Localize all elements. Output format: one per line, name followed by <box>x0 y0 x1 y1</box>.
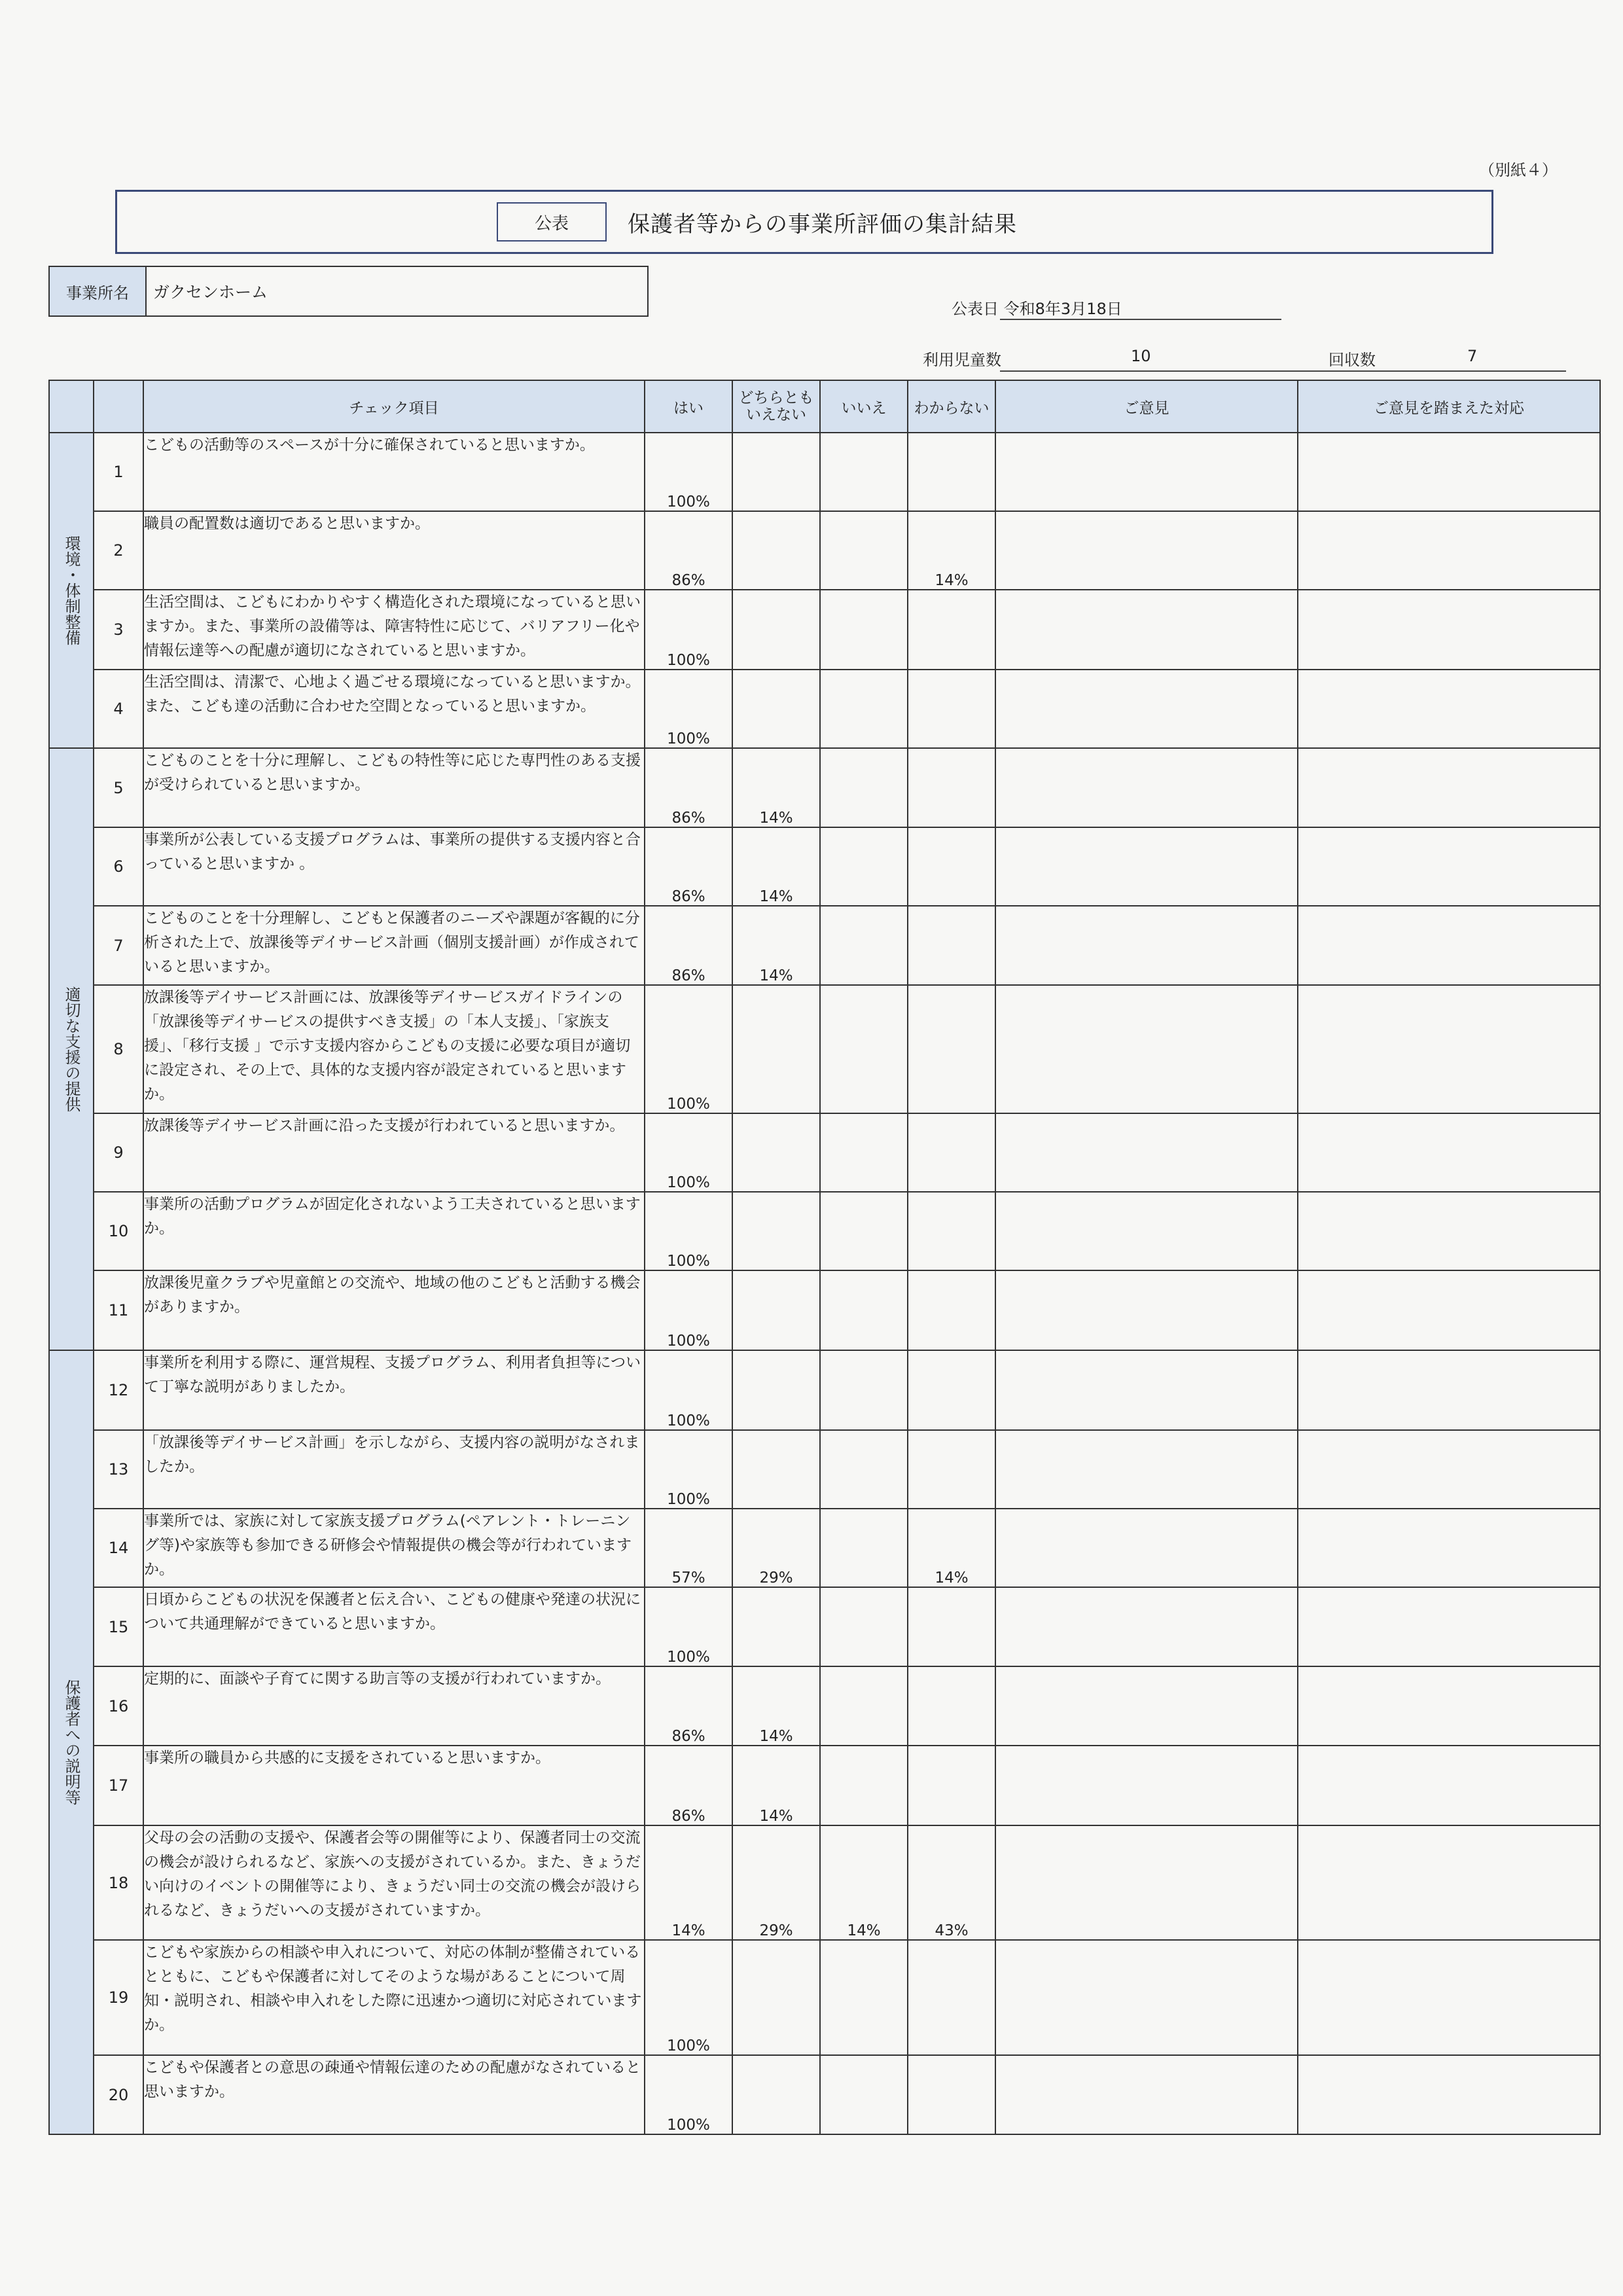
answer-no <box>820 1746 908 1825</box>
question-text: こどもや家族からの相談や申入れについて、対応の体制が整備されているとともに、こどもや保護者に対してそのような場があることについて周知・説明され、相談や申入れをした際に迅速かつ適切に対応されていますか。 <box>143 1940 645 2055</box>
header-opinion: ご意見 <box>995 380 1298 433</box>
table-row <box>49 590 1600 670</box>
office-name: ガクセンホーム <box>153 283 268 302</box>
opinion-cell <box>995 1270 1298 1350</box>
header-neutral-line2: いえない <box>746 406 806 423</box>
response-cell <box>1298 748 1600 827</box>
users-count-label: 利用児童数 <box>923 351 1001 369</box>
question-text: こどものことを十分理解し、こどもと保護者のニーズや課題が客観的に分析された上で、放課後等デイサービス計画（個別支援計画）が作成されていると思いますか。 <box>143 906 645 985</box>
title-box <box>115 190 1493 254</box>
opinion-cell <box>995 748 1298 827</box>
answer-neutral <box>732 511 820 590</box>
question-text: 放課後児童クラブや児童館との交流や、地域の他のこどもと活動する機会がありますか。 <box>143 1270 645 1350</box>
answer-yes: 86% <box>645 1666 732 1746</box>
question-text: 日頃からこどもの状況を保護者と伝え合い、こどもの健康や発達の状況について共通理解ができていると思いますか。 <box>143 1587 645 1666</box>
table-row <box>49 670 1600 748</box>
returned-count-value: 7 <box>1467 347 1478 365</box>
answer-neutral: 29% <box>732 1825 820 1940</box>
table-row <box>49 2055 1600 2134</box>
row-number: 13 <box>94 1430 143 1509</box>
opinion-cell <box>995 985 1298 1113</box>
answer-unknown <box>908 1192 995 1270</box>
answer-neutral <box>732 1350 820 1430</box>
answer-unknown <box>908 906 995 985</box>
row-number: 11 <box>94 1270 143 1350</box>
publish-badge: 公表 <box>497 202 607 242</box>
publish-date-label: 公表日 <box>952 300 999 318</box>
answer-unknown <box>908 590 995 670</box>
answer-no <box>820 748 908 827</box>
publish-date <box>952 296 1122 319</box>
row-number: 6 <box>94 827 143 906</box>
response-cell <box>1298 433 1600 511</box>
header-neutral-line1: どちらとも <box>738 389 814 406</box>
answer-no <box>820 511 908 590</box>
answer-yes: 100% <box>645 1270 732 1350</box>
table-row <box>49 1192 1600 1270</box>
answer-yes: 100% <box>645 433 732 511</box>
returned-count-label: 回収数 <box>1329 351 1376 369</box>
answer-no <box>820 1430 908 1509</box>
table-row <box>49 1666 1600 1746</box>
answer-unknown <box>908 1666 995 1746</box>
question-text: 事業所を利用する際に、運営規程、支援プログラム、利用者負担等について丁寧な説明がありましたか。 <box>143 1350 645 1430</box>
table-row <box>49 1746 1600 1825</box>
response-cell <box>1298 1509 1600 1587</box>
response-cell <box>1298 511 1600 590</box>
answer-unknown <box>908 1113 995 1192</box>
header-item: チェック項目 <box>143 380 645 433</box>
table-row <box>49 511 1600 590</box>
answer-unknown <box>908 1587 995 1666</box>
response-cell <box>1298 1746 1600 1825</box>
answer-unknown <box>908 670 995 748</box>
answer-no <box>820 827 908 906</box>
users-count-value: 10 <box>1131 347 1151 365</box>
response-cell <box>1298 1666 1600 1746</box>
answer-unknown <box>908 985 995 1113</box>
header-yes: はい <box>645 380 732 433</box>
answer-yes: 100% <box>645 2055 732 2134</box>
table-row <box>49 1270 1600 1350</box>
row-number: 20 <box>94 2055 143 2134</box>
answer-no <box>820 1509 908 1587</box>
row-number: 2 <box>94 511 143 590</box>
row-number: 7 <box>94 906 143 985</box>
question-text: 放課後等デイサービス計画に沿った支援が行われていると思いますか。 <box>143 1113 645 1192</box>
table-row <box>49 985 1600 1113</box>
office-label: 事業所名 <box>50 267 147 315</box>
answer-neutral <box>732 1270 820 1350</box>
response-cell <box>1298 1270 1600 1350</box>
response-cell <box>1298 1940 1600 2055</box>
table-row <box>49 906 1600 985</box>
response-cell <box>1298 1587 1600 1666</box>
answer-no <box>820 1192 908 1270</box>
answer-neutral <box>732 1430 820 1509</box>
answer-yes: 86% <box>645 906 732 985</box>
answer-no <box>820 906 908 985</box>
opinion-cell <box>995 1587 1298 1666</box>
row-number: 17 <box>94 1746 143 1825</box>
question-text: こどもや保護者との意思の疎通や情報伝達のための配慮がなされていると思いますか。 <box>143 2055 645 2134</box>
answer-yes: 14% <box>645 1825 732 1940</box>
opinion-cell <box>995 1666 1298 1746</box>
row-number: 1 <box>94 433 143 511</box>
row-number: 19 <box>94 1940 143 2055</box>
response-cell <box>1298 827 1600 906</box>
answer-yes: 86% <box>645 827 732 906</box>
row-number: 3 <box>94 590 143 670</box>
header-no: いいえ <box>820 380 908 433</box>
answer-yes: 100% <box>645 670 732 748</box>
answer-yes: 100% <box>645 985 732 1113</box>
question-text: 「放課後等デイサービス計画」を示しながら、支援内容の説明がなされましたか。 <box>143 1430 645 1509</box>
answer-unknown <box>908 1746 995 1825</box>
answer-no <box>820 433 908 511</box>
answer-no <box>820 2055 908 2134</box>
question-text: 事業所が公表している支援プログラムは、事業所の提供する支援内容と合っていると思いますか 。 <box>143 827 645 906</box>
response-cell <box>1298 2055 1600 2134</box>
answer-no <box>820 1270 908 1350</box>
table-row <box>49 1430 1600 1509</box>
opinion-cell <box>995 433 1298 511</box>
survey-table <box>48 380 1601 2135</box>
answer-neutral <box>732 2055 820 2134</box>
answer-unknown <box>908 827 995 906</box>
answer-unknown <box>908 433 995 511</box>
answer-no <box>820 1113 908 1192</box>
question-text: 父母の会の活動の支援や、保護者会等の開催等により、保護者同士の交流の機会が設けられるなど、家族への支援がされているか。また、きょうだい向けのイベントの開催等により、きょうだい同士の交流の機会が設けられるなど、きょうだいへの支援がされていますか。 <box>143 1825 645 1940</box>
response-cell <box>1298 1430 1600 1509</box>
answer-unknown <box>908 1270 995 1350</box>
opinion-cell <box>995 827 1298 906</box>
answer-neutral: 14% <box>732 1666 820 1746</box>
question-text: 事業所では、家族に対して家族支援プログラム(ペアレント・トレーニング等)や家族等も参加できる研修会や情報提供の機会等が行われていますか。 <box>143 1509 645 1587</box>
response-cell <box>1298 985 1600 1113</box>
answer-unknown <box>908 2055 995 2134</box>
answer-neutral <box>732 1587 820 1666</box>
question-text: 職員の配置数は適切であると思いますか。 <box>143 511 645 590</box>
response-cell <box>1298 1192 1600 1270</box>
response-cell <box>1298 590 1600 670</box>
answer-no <box>820 1666 908 1746</box>
header-number <box>94 380 143 433</box>
question-text: 事業所の職員から共感的に支援をされていると思いますか。 <box>143 1746 645 1825</box>
row-number: 8 <box>94 985 143 1113</box>
question-text: 生活空間は、清潔で、心地よく過ごせる環境になっていると思いますか。また、こども達の活動に合わせた空間となっていると思いますか。 <box>143 670 645 748</box>
response-cell <box>1298 1350 1600 1430</box>
answer-yes: 100% <box>645 1940 732 2055</box>
table-row <box>49 1825 1600 1940</box>
table-row <box>49 433 1600 511</box>
answer-yes: 100% <box>645 1192 732 1270</box>
row-number: 12 <box>94 1350 143 1430</box>
opinion-cell <box>995 1350 1298 1430</box>
opinion-cell <box>995 1430 1298 1509</box>
row-number: 5 <box>94 748 143 827</box>
answer-no <box>820 1587 908 1666</box>
page-title: 保護者等からの事業所評価の集計結果 <box>628 211 1017 238</box>
row-number: 10 <box>94 1192 143 1270</box>
answer-no: 14% <box>820 1825 908 1940</box>
table-row <box>49 1509 1600 1587</box>
answer-no <box>820 590 908 670</box>
table-row <box>49 1113 1600 1192</box>
answer-no <box>820 985 908 1113</box>
row-number: 9 <box>94 1113 143 1192</box>
table-row <box>49 748 1600 827</box>
answer-neutral: 14% <box>732 1746 820 1825</box>
response-cell <box>1298 670 1600 748</box>
header-unknown: わからない <box>908 380 995 433</box>
answer-unknown: 14% <box>908 511 995 590</box>
opinion-cell <box>995 1940 1298 2055</box>
answer-neutral: 14% <box>732 827 820 906</box>
answer-neutral: 29% <box>732 1509 820 1587</box>
opinion-cell <box>995 1825 1298 1940</box>
answer-unknown <box>908 1430 995 1509</box>
question-text: こどものことを十分に理解し、こどもの特性等に応じた専門性のある支援が受けられていると思いますか。 <box>143 748 645 827</box>
table-row <box>49 1587 1600 1666</box>
table-row <box>49 1350 1600 1430</box>
answer-no <box>820 1940 908 2055</box>
table-header-row <box>49 380 1600 433</box>
answer-yes: 100% <box>645 1587 732 1666</box>
answer-yes: 100% <box>645 1430 732 1509</box>
publish-date-underline <box>1000 319 1281 320</box>
opinion-cell <box>995 1113 1298 1192</box>
answer-no <box>820 670 908 748</box>
opinion-cell <box>995 1509 1298 1587</box>
row-number: 14 <box>94 1509 143 1587</box>
answer-neutral <box>732 1192 820 1270</box>
response-cell <box>1298 1825 1600 1940</box>
answer-neutral <box>732 985 820 1113</box>
response-cell <box>1298 906 1600 985</box>
answer-neutral <box>732 670 820 748</box>
response-cell <box>1298 1113 1600 1192</box>
question-text: こどもの活動等のスペースが十分に確保されていると思いますか。 <box>143 433 645 511</box>
answer-no <box>820 1350 908 1430</box>
row-number: 16 <box>94 1666 143 1746</box>
answer-unknown <box>908 1350 995 1430</box>
answer-yes: 57% <box>645 1509 732 1587</box>
category-cell: 適切な支援の提供 <box>49 748 94 1350</box>
answer-unknown: 14% <box>908 1509 995 1587</box>
answer-neutral: 14% <box>732 906 820 985</box>
counts-underline <box>1000 370 1566 372</box>
answer-yes: 100% <box>645 590 732 670</box>
question-text: 放課後等デイサービス計画には、放課後等デイサービスガイドラインの「放課後等デイサービスの提供すべき支援」の「本人支援」、「家族支援」、「移行支援 」で示す支援内容からこどもの支援に必要な項目が適切に設定され、その上で、具体的な支援内容が設定されていると思いますか。 <box>143 985 645 1113</box>
answer-neutral <box>732 1940 820 2055</box>
table-row <box>49 1940 1600 2055</box>
opinion-cell <box>995 1746 1298 1825</box>
answer-neutral <box>732 590 820 670</box>
opinion-cell <box>995 2055 1298 2134</box>
answer-neutral: 14% <box>732 748 820 827</box>
category-cell: 環境・体制整備 <box>49 433 94 748</box>
publish-date-value: 令和8年3月18日 <box>1003 300 1122 318</box>
row-number: 15 <box>94 1587 143 1666</box>
opinion-cell <box>995 1192 1298 1270</box>
answer-yes: 86% <box>645 1746 732 1825</box>
answer-unknown <box>908 748 995 827</box>
answer-yes: 86% <box>645 511 732 590</box>
opinion-cell <box>995 590 1298 670</box>
header-category <box>49 380 94 433</box>
opinion-cell <box>995 906 1298 985</box>
answer-unknown <box>908 1940 995 2055</box>
answer-neutral <box>732 433 820 511</box>
answer-yes: 86% <box>645 748 732 827</box>
header-neutral <box>732 380 820 433</box>
annex-label: （別紙４） <box>1479 161 1558 179</box>
office-box <box>48 266 649 317</box>
answer-yes: 100% <box>645 1350 732 1430</box>
row-number: 18 <box>94 1825 143 1940</box>
answer-neutral <box>732 1113 820 1192</box>
row-number: 4 <box>94 670 143 748</box>
header-response: ご意見を踏まえた対応 <box>1298 380 1600 433</box>
answer-unknown: 43% <box>908 1825 995 1940</box>
opinion-cell <box>995 670 1298 748</box>
question-text: 定期的に、面談や子育てに関する助言等の支援が行われていますか。 <box>143 1666 645 1746</box>
table-row <box>49 827 1600 906</box>
opinion-cell <box>995 511 1298 590</box>
answer-yes: 100% <box>645 1113 732 1192</box>
question-text: 事業所の活動プログラムが固定化されないよう工夫されていると思いますか。 <box>143 1192 645 1270</box>
category-cell: 保護者への説明等 <box>49 1350 94 2134</box>
question-text: 生活空間は、こどもにわかりやすく構造化された環境になっていると思いますか。また、事業所の設備等は、障害特性に応じて、バリアフリー化や情報伝達等への配慮が適切になされていると思いますか。 <box>143 590 645 670</box>
table-body <box>49 433 1600 2134</box>
